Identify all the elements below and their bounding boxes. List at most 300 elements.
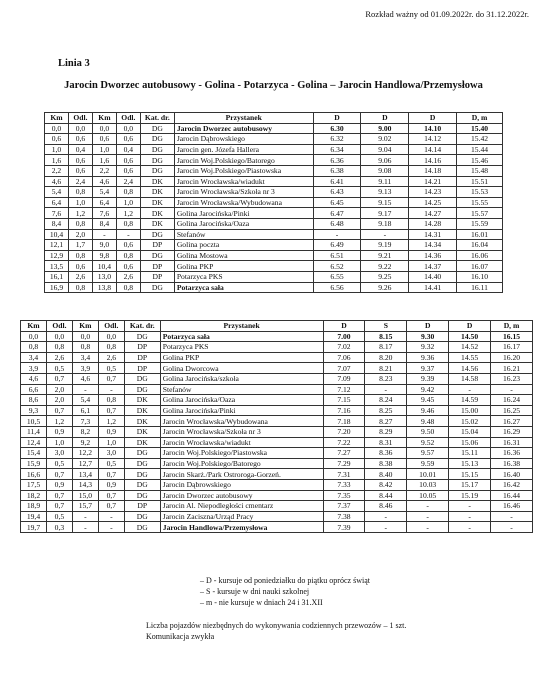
column-header: Odl. [98, 321, 124, 332]
table-cell: 1,2 [116, 208, 140, 219]
table-cell: 8.27 [365, 416, 407, 427]
table-cell: 0,9 [98, 479, 124, 490]
stop-name-cell: Jarocin Wrocławska/Wybudowana [174, 197, 313, 208]
table-cell: 9,2 [72, 437, 98, 448]
table-cell: 1,2 [46, 416, 72, 427]
table-row [45, 187, 503, 198]
table-cell: 0,8 [68, 187, 92, 198]
table-cell: 15,7 [72, 501, 98, 512]
table-cell: 2,2 [92, 165, 116, 176]
table-cell: 0,8 [116, 187, 140, 198]
table-cell: 7.20 [323, 426, 365, 437]
table-cell: 7.29 [323, 458, 365, 469]
table-cell: 9.21 [361, 250, 409, 261]
table-cell: 16.38 [491, 458, 533, 469]
table-cell: 7.07 [323, 363, 365, 374]
table-cell: 7.09 [323, 373, 365, 384]
table-cell: 14.37 [409, 261, 457, 272]
table-cell: 0,7 [46, 405, 72, 416]
table-cell: 17,5 [21, 479, 47, 490]
column-header: Przystanek [174, 113, 313, 124]
stop-name-cell: Jarocin Dworzec autobusowy [174, 123, 313, 134]
table-row [45, 218, 503, 229]
table-cell: 16.04 [457, 240, 503, 251]
table-cell: 9.50 [407, 426, 449, 437]
table-cell: 15.00 [449, 405, 491, 416]
table-cell: 8,2 [72, 426, 98, 437]
table-cell: 19,4 [21, 511, 47, 522]
table-header-row [45, 113, 503, 124]
table-cell: 0,6 [68, 261, 92, 272]
table-cell: 6.47 [313, 208, 361, 219]
table-row [21, 384, 533, 395]
table-cell: 9,8 [92, 250, 116, 261]
table-cell: 16,6 [21, 469, 47, 480]
table-cell: - [407, 522, 449, 533]
table-cell: 15.55 [457, 197, 503, 208]
table-cell: - [407, 501, 449, 512]
table-cell: 0,5 [46, 363, 72, 374]
stop-name-cell: Stefanów [174, 229, 313, 240]
table-cell: DG [124, 458, 160, 469]
table-cell: 0,7 [46, 490, 72, 501]
stop-name-cell: Golina poczta [174, 240, 313, 251]
column-header: D [323, 321, 365, 332]
table-cell: - [407, 511, 449, 522]
vehicle-count-note: Liczba pojazdów niezbędnych do wykonywania codziennych przewozów – 1 szt. [146, 621, 407, 630]
table-cell: 15.06 [449, 437, 491, 448]
table-cell: 14.23 [409, 187, 457, 198]
table-cell: - [449, 501, 491, 512]
stop-name-cell: Potarzyca sała [160, 331, 323, 342]
table-cell: 5,4 [45, 187, 69, 198]
table-cell: 0,5 [98, 363, 124, 374]
stop-name-cell: Jarocin Wrocławska/Szkoła nr 3 [160, 426, 323, 437]
table-cell: 14.52 [449, 342, 491, 353]
table-cell: 13,4 [72, 469, 98, 480]
table-cell: 15.59 [457, 218, 503, 229]
table-cell: 15,9 [21, 458, 47, 469]
table-cell: 16.20 [491, 352, 533, 363]
table-row [45, 261, 503, 272]
table-row [21, 373, 533, 384]
table-cell: 2,0 [68, 229, 92, 240]
table-cell: 14.31 [409, 229, 457, 240]
table-cell: 18,2 [21, 490, 47, 501]
table-cell: 8.29 [365, 426, 407, 437]
table-cell: DG [124, 511, 160, 522]
table-cell: 14.34 [409, 240, 457, 251]
table-cell: 8.20 [365, 352, 407, 363]
table-cell: 16.10 [457, 271, 503, 282]
legend [200, 575, 370, 608]
table-cell: 12,9 [45, 250, 69, 261]
table-cell: 6.43 [313, 187, 361, 198]
table-cell: 7.31 [323, 469, 365, 480]
table-cell: 2,0 [46, 395, 72, 406]
table-cell: DK [140, 187, 174, 198]
table-cell: 9.39 [407, 373, 449, 384]
table-cell: 11,4 [21, 426, 47, 437]
table-cell: 0,8 [68, 218, 92, 229]
table-cell: 0,6 [116, 155, 140, 166]
table-cell: 9.45 [407, 395, 449, 406]
table-cell: 16.21 [491, 363, 533, 374]
table-cell: 6.51 [313, 250, 361, 261]
table-cell: 9,0 [92, 240, 116, 251]
table-cell: 2,6 [46, 352, 72, 363]
table-cell: 0,0 [72, 331, 98, 342]
table-row [45, 134, 503, 145]
table-cell: 16.31 [491, 437, 533, 448]
table-cell: 16.07 [457, 261, 503, 272]
table-cell: 9.06 [361, 155, 409, 166]
table-cell: - [491, 522, 533, 533]
table-cell: 8.44 [365, 490, 407, 501]
table-cell: 16.46 [491, 501, 533, 512]
table-cell: 16.36 [491, 448, 533, 459]
table-cell: 1,2 [68, 208, 92, 219]
table-cell: DG [124, 331, 160, 342]
table-cell: 1,0 [116, 197, 140, 208]
table-cell: 16.15 [491, 331, 533, 342]
table-cell: 15.42 [457, 134, 503, 145]
column-header: Odl. [116, 113, 140, 124]
column-header: D [313, 113, 361, 124]
table-cell: 15.11 [449, 448, 491, 459]
legend-item: – m - nie kursuje w dniach 24 i 31.XII [200, 598, 323, 607]
table-cell: 0,0 [92, 123, 116, 134]
table-cell: 15,0 [72, 490, 98, 501]
table-cell: 8.31 [365, 437, 407, 448]
table-cell: 13,5 [45, 261, 69, 272]
table-cell: 0,6 [116, 134, 140, 145]
table-cell: - [491, 384, 533, 395]
timetable-return [20, 320, 533, 533]
table-row [21, 490, 533, 501]
table-cell: DG [140, 134, 174, 145]
column-header: D, m [491, 321, 533, 332]
table-cell: 1,0 [45, 144, 69, 155]
table-cell: DG [140, 144, 174, 155]
table-cell: 0,7 [98, 373, 124, 384]
table-cell: - [72, 384, 98, 395]
table-cell: 0,0 [21, 331, 47, 342]
table-cell: 7.15 [323, 395, 365, 406]
table-cell: 0,0 [68, 123, 92, 134]
table-cell: 6,4 [45, 197, 69, 208]
table-cell: 0,9 [46, 426, 72, 437]
table-cell: - [98, 522, 124, 533]
table-cell: 14.36 [409, 250, 457, 261]
stop-name-cell: Jarocin Woj.Polskiego/Piastowska [174, 165, 313, 176]
table-cell: 15,4 [21, 448, 47, 459]
table-cell: 0,6 [68, 134, 92, 145]
table-cell: 7.35 [323, 490, 365, 501]
table-cell: - [365, 384, 407, 395]
table-cell: 4,6 [21, 373, 47, 384]
table-cell: - [449, 511, 491, 522]
table-row [21, 426, 533, 437]
table-cell: 16.40 [491, 469, 533, 480]
table-cell: DK [140, 218, 174, 229]
table-cell: DG [124, 490, 160, 501]
table-cell: - [365, 511, 407, 522]
table-cell: 8,4 [45, 218, 69, 229]
table-cell: - [361, 229, 409, 240]
table-cell: 0,9 [98, 426, 124, 437]
table-cell: 6.48 [313, 218, 361, 229]
column-header: D [407, 321, 449, 332]
table-cell: 5,4 [72, 395, 98, 406]
table-cell: 9.37 [407, 363, 449, 374]
table-cell: 0,7 [98, 405, 124, 416]
column-header: Odl. [68, 113, 92, 124]
table-cell: 2,4 [68, 176, 92, 187]
table-cell: 16,1 [45, 271, 69, 282]
table-cell: 14.14 [409, 144, 457, 155]
table-cell: 18,9 [21, 501, 47, 512]
table-cell: 9.25 [361, 271, 409, 282]
table-cell: 12,7 [72, 458, 98, 469]
table-cell: 6.56 [313, 282, 361, 293]
table-cell: 6.45 [313, 197, 361, 208]
table-cell: 14.58 [449, 373, 491, 384]
table-cell: 8.15 [365, 331, 407, 342]
table-cell: 14.56 [449, 363, 491, 374]
table-cell: - [116, 229, 140, 240]
stop-name-cell: Golina Jarocińska/Oaza [174, 218, 313, 229]
table-cell: 9.22 [361, 261, 409, 272]
table-cell: 15.19 [449, 490, 491, 501]
table-cell: 3,0 [98, 448, 124, 459]
stop-name-cell: Golina Jarocińska/Oaza [160, 395, 323, 406]
table-cell: 8.21 [365, 363, 407, 374]
stop-name-cell: Potarzyca PKS [174, 271, 313, 282]
table-cell: 14.28 [409, 218, 457, 229]
stop-name-cell: Jarocin Wrocławska/wiadukt [160, 437, 323, 448]
table-cell: 15.57 [457, 208, 503, 219]
table-cell: 0,0 [116, 123, 140, 134]
table-cell: 9.46 [407, 405, 449, 416]
table-cell: 7.22 [323, 437, 365, 448]
table-cell: 14.12 [409, 134, 457, 145]
table-cell: DK [124, 405, 160, 416]
table-cell: 7.00 [323, 331, 365, 342]
table-cell: 8.25 [365, 405, 407, 416]
stop-name-cell: Potarzyca PKS [160, 342, 323, 353]
table-cell: 2,4 [116, 176, 140, 187]
table-cell: DP [124, 501, 160, 512]
table-cell: 0,8 [68, 282, 92, 293]
stop-name-cell: Jarocin Woj.Polskiego/Batorego [160, 458, 323, 469]
table-cell: 4,6 [92, 176, 116, 187]
table-row [21, 352, 533, 363]
table-cell: 0,4 [116, 144, 140, 155]
table-row [45, 208, 503, 219]
table-cell: 9.30 [407, 331, 449, 342]
table-row [21, 448, 533, 459]
column-header: Odl. [46, 321, 72, 332]
table-cell: 16.44 [491, 490, 533, 501]
table-row [21, 511, 533, 522]
table-cell: 0,5 [46, 458, 72, 469]
table-cell: 16.29 [491, 426, 533, 437]
table-cell: 6,4 [92, 197, 116, 208]
table-cell: 7.18 [323, 416, 365, 427]
table-cell: 6.49 [313, 240, 361, 251]
table-cell: DK [124, 416, 160, 427]
table-cell: 14.21 [409, 176, 457, 187]
table-cell: 1,6 [45, 155, 69, 166]
column-header: D [449, 321, 491, 332]
column-header: Km [45, 113, 69, 124]
table-cell: 8.38 [365, 458, 407, 469]
stop-name-cell: Jarocin Zaciszna/Urząd Pracy [160, 511, 323, 522]
table-cell: 0,0 [98, 331, 124, 342]
table-cell: - [98, 511, 124, 522]
table-cell: 9.13 [361, 187, 409, 198]
stop-name-cell: Golina Dworcowa [160, 363, 323, 374]
stop-name-cell: Stefanów [160, 384, 323, 395]
table-cell: 8.42 [365, 479, 407, 490]
table-cell: 15.13 [449, 458, 491, 469]
table-cell: 10,5 [21, 416, 47, 427]
line-title: Linia 3 [58, 58, 90, 69]
table-cell: DP [140, 261, 174, 272]
table-cell: 0,8 [21, 342, 47, 353]
table-cell: DK [124, 395, 160, 406]
table-cell: 13,0 [92, 271, 116, 282]
table-cell: 15.51 [457, 176, 503, 187]
column-header: Km [92, 113, 116, 124]
table-cell: 1,0 [68, 197, 92, 208]
table-cell: 1,6 [92, 155, 116, 166]
table-cell: 0,8 [72, 342, 98, 353]
table-cell: 10.03 [407, 479, 449, 490]
table-cell: 2,6 [68, 271, 92, 282]
table-cell: 15.53 [457, 187, 503, 198]
stop-name-cell: Jarocin Wrocławska/Wybudowana [160, 416, 323, 427]
table-cell: 14.50 [449, 331, 491, 342]
legend-item: – D - kursuje od poniedziałku do piątku oprócz świąt [200, 576, 370, 585]
table-row [21, 522, 533, 533]
table-cell: 9.57 [407, 448, 449, 459]
column-header: D [361, 113, 409, 124]
table-cell: 0,9 [46, 479, 72, 490]
column-header: D, m [457, 113, 503, 124]
table-cell: 15.04 [449, 426, 491, 437]
table-cell: 7,6 [92, 208, 116, 219]
table-row [45, 155, 503, 166]
table-cell: 0,0 [46, 331, 72, 342]
table-cell: 15.15 [449, 469, 491, 480]
table-cell: 6.30 [313, 123, 361, 134]
table-cell: 4,6 [72, 373, 98, 384]
table-cell: 13,8 [92, 282, 116, 293]
table-cell: 16.11 [457, 282, 503, 293]
stop-name-cell: Golina PKP [160, 352, 323, 363]
table-cell: DP [124, 363, 160, 374]
table-cell: 4,6 [45, 176, 69, 187]
table-row [45, 144, 503, 155]
table-cell: 14.27 [409, 208, 457, 219]
table-cell: 7.27 [323, 448, 365, 459]
table-cell: 8.46 [365, 501, 407, 512]
table-cell: DG [124, 448, 160, 459]
table-cell: DP [124, 352, 160, 363]
table-cell: 0,7 [46, 469, 72, 480]
route-title: Jarocin Dworzec autobusowy - Golina - Potarzyca - Golina – Jarocin Handlowa/Przemysłowa [64, 80, 483, 91]
table-cell: 0,7 [46, 501, 72, 512]
table-cell: 7.16 [323, 405, 365, 416]
table-row [45, 123, 503, 134]
table-cell: 1,2 [98, 416, 124, 427]
table-cell: 6.36 [313, 155, 361, 166]
table-cell: 3,4 [72, 352, 98, 363]
table-cell: 0,6 [45, 134, 69, 145]
stop-name-cell: Jarocin Dąbrowskiego [160, 479, 323, 490]
table-cell: 14.40 [409, 271, 457, 282]
legend-item: – S - kursuje w dni nauki szkolnej [200, 587, 310, 596]
table-cell: 9.59 [407, 458, 449, 469]
table-cell: 6.34 [313, 144, 361, 155]
table-cell: DG [140, 229, 174, 240]
table-cell: 16.23 [491, 373, 533, 384]
table-cell: 6.32 [313, 134, 361, 145]
table-cell: 8.24 [365, 395, 407, 406]
stop-name-cell: Jarocin gen. Józefa Hallera [174, 144, 313, 155]
table-cell: 3,0 [46, 448, 72, 459]
table-cell: DG [140, 123, 174, 134]
table-cell: 6,6 [21, 384, 47, 395]
table-cell: 0,8 [116, 282, 140, 293]
footer-notes [146, 620, 406, 642]
table-row [45, 197, 503, 208]
table-cell: 16,9 [45, 282, 69, 293]
table-cell: 2,6 [98, 352, 124, 363]
table-cell: 6.52 [313, 261, 361, 272]
table-cell: 3,4 [21, 352, 47, 363]
stop-name-cell: Jarocin Dąbrowskiego [174, 134, 313, 145]
table-row [21, 395, 533, 406]
table-row [45, 240, 503, 251]
table-cell: 14,3 [72, 479, 98, 490]
table-cell: - [72, 522, 98, 533]
table-cell: 15.46 [457, 155, 503, 166]
table-cell: 9,3 [21, 405, 47, 416]
table-cell: 0,6 [68, 155, 92, 166]
table-cell: 0,8 [46, 342, 72, 353]
table-header-row [21, 321, 533, 332]
table-cell: 0,6 [68, 165, 92, 176]
timetable-outbound [44, 112, 503, 293]
table-cell: 15.40 [457, 123, 503, 134]
table-cell: 0,6 [92, 134, 116, 145]
table-cell: 0,6 [116, 165, 140, 176]
table-cell: 16.25 [491, 405, 533, 416]
table-cell: 12,2 [72, 448, 98, 459]
table-cell: 15.44 [457, 144, 503, 155]
table-cell: 7.06 [323, 352, 365, 363]
table-cell: DG [124, 479, 160, 490]
table-cell: 14.10 [409, 123, 457, 134]
table-cell: 12,1 [45, 240, 69, 251]
table-cell: DG [140, 155, 174, 166]
table-cell: 8,4 [92, 218, 116, 229]
table-cell: 10.05 [407, 490, 449, 501]
stop-name-cell: Jarocin Woj.Polskiego/Piastowska [160, 448, 323, 459]
